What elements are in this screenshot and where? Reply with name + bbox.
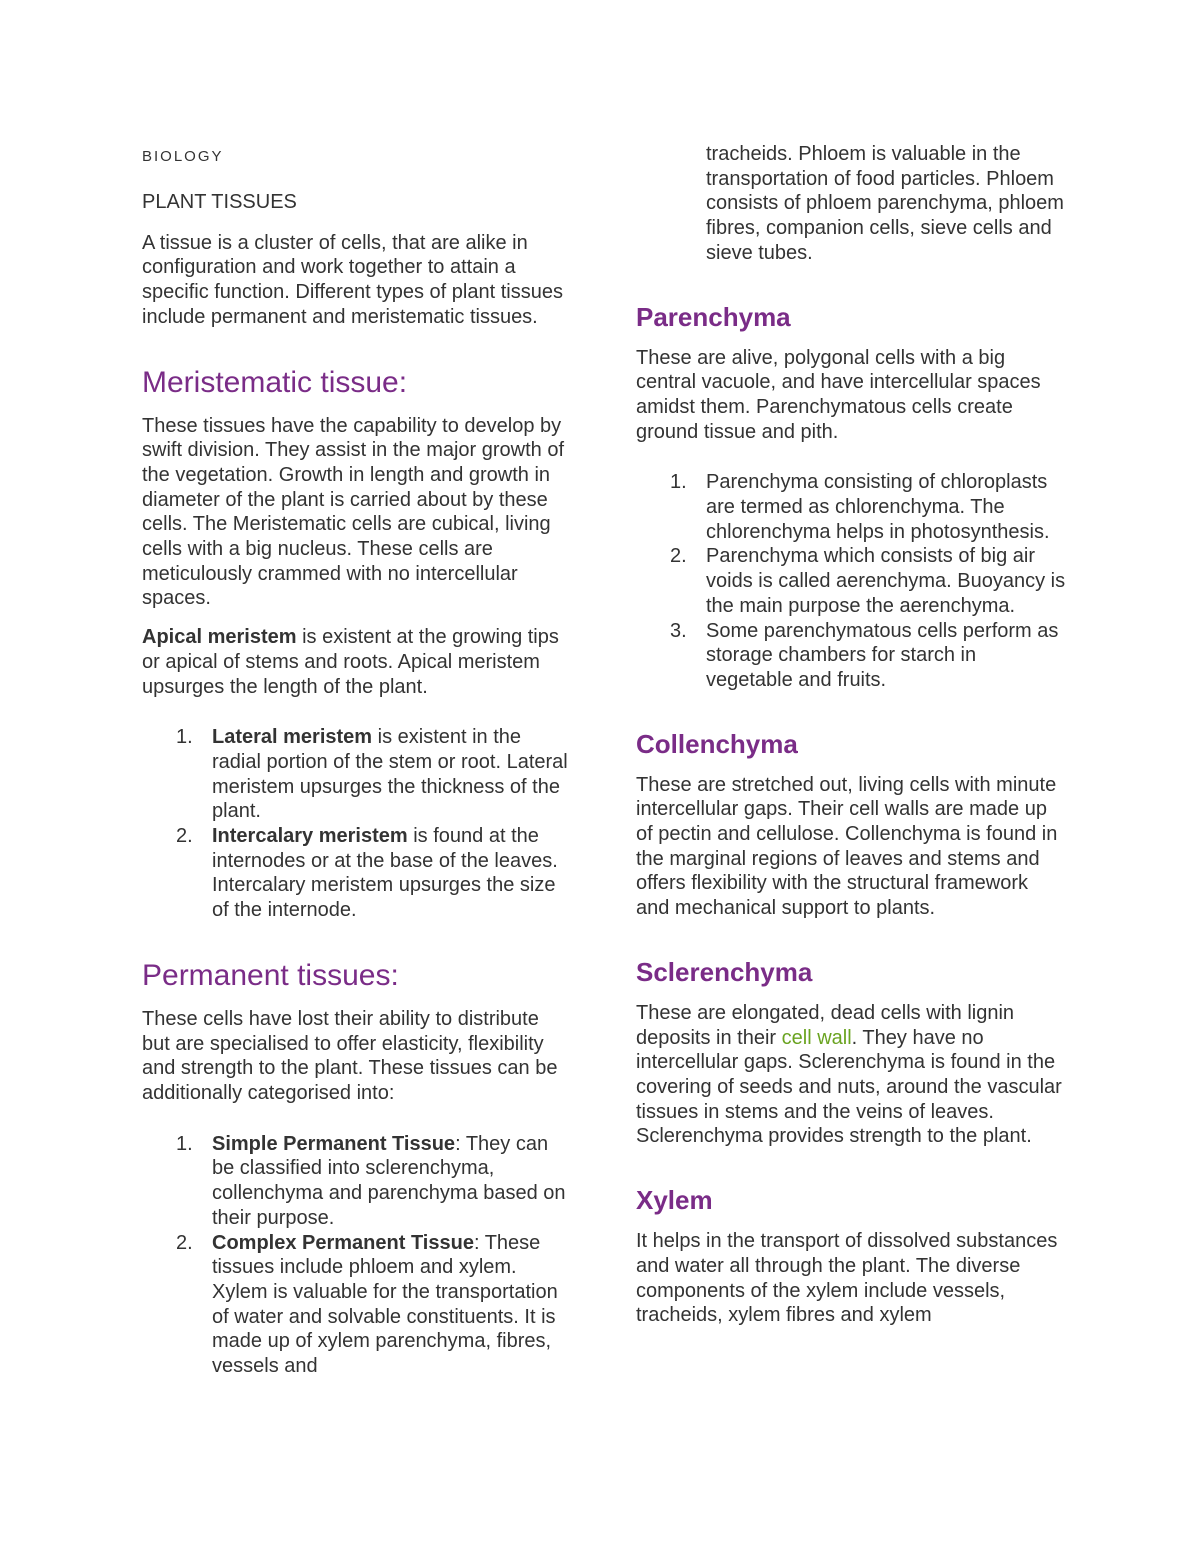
list-item <box>142 1132 572 1231</box>
list-item <box>636 619 1066 693</box>
apical-paragraph <box>142 625 572 699</box>
meristematic-heading: Meristematic tissue: <box>142 365 408 399</box>
permanent-list-continued <box>636 142 1066 266</box>
list-text: is found at the internodes or at the base of the leaves. Intercalary meristem upsurges the size of the internode. <box>212 825 558 922</box>
list-number: 3. <box>670 619 687 642</box>
list-text: Parenchyma consisting of chloroplasts are termed as chlorenchyma. The chlorenchyma helps in photosynthesis. <box>706 471 1050 543</box>
list-text: tracheids. Phloem is valuable in the transportation of food particles. Phloem consists of phloem parenchyma, phloem fibres, companion cells, sieve cells and sieve tubes. <box>706 143 1064 264</box>
sclerenchyma-heading: Sclerenchyma <box>636 956 813 987</box>
document-title: PLANT TISSUES <box>142 191 297 213</box>
permanent-paragraph: These cells have lost their ability to distribute but are specialised to offer elasticity, flexibility and strength to the plant. These tissues can be additionally categorised into: <box>142 1007 558 1104</box>
list-number: 1. <box>176 1132 193 1155</box>
parenchyma-heading: Parenchyma <box>636 301 791 332</box>
list-item <box>142 824 572 923</box>
list-term: Simple Permanent Tissue <box>212 1132 456 1155</box>
collenchyma-paragraph: These are stretched out, living cells with minute intercellular gaps. Their cell walls are made up of pectin and cellulose. Collenchyma is found in the marginal regions of leaves and stems and offers flexibility with the structural framework and mechanical support to plants. <box>636 773 1058 920</box>
sclerenchyma-text-end: . They have no intercellular gaps. Sclerenchyma is found in the covering of seeds and nuts, around the vascular tissues in stems and the veins of leaves. Sclerenchyma provides strength to the plant. <box>636 1026 1062 1148</box>
left-column <box>142 142 572 1379</box>
sclerenchyma-text-start: These are elongated, dead cells with lignin deposits in their <box>636 1001 1015 1049</box>
parenchyma-list <box>636 470 1066 692</box>
apical-term: Apical meristem <box>142 626 297 649</box>
sclerenchyma-paragraph <box>636 1001 1066 1149</box>
subject-label: BIOLOGY <box>142 148 224 165</box>
permanent-list <box>142 1132 572 1379</box>
list-number: 2. <box>670 545 687 568</box>
list-text: is existent in the radial portion of the stem or root. Lateral meristem upsurges the thickness of the plant. <box>212 726 568 823</box>
list-text: Parenchyma which consists of big air voids is called aerenchyma. Buoyancy is the main purpose the aerenchyma. <box>706 545 1066 617</box>
permanent-heading: Permanent tissues: <box>142 958 399 992</box>
meristematic-paragraph: These tissues have the capability to develop by swift division. They assist in the major growth of the vegetation. Growth in length and growth in diameter of the plant is carried about by these cells. The Meristematic cells are cubical, living cells with a big nucleus. These cells are meticulously crammed with no intercellular spaces. <box>142 414 565 610</box>
xylem-heading: Xylem <box>636 1185 713 1216</box>
apical-text: is existent at the growing tips or apical of stems and roots. Apical meristem upsurges the length of the plant. <box>142 626 559 698</box>
list-item <box>636 544 1066 618</box>
list-text: Some parenchymatous cells perform as storage chambers for starch in vegetable and fruits. <box>706 619 1059 691</box>
list-number: 2. <box>176 825 193 848</box>
list-number: 2. <box>176 1231 193 1254</box>
list-term: Complex Permanent Tissue <box>212 1231 474 1254</box>
list-term: Lateral meristem <box>212 726 373 749</box>
collenchyma-heading: Collenchyma <box>636 728 798 759</box>
list-number: 1. <box>670 471 687 494</box>
meristem-list <box>142 725 572 923</box>
list-text: : These tissues include phloem and xylem. Xylem is valuable for the transportation of water and solvable constituents. It is made up of xylem parenchyma, fibres, vessels and <box>212 1231 558 1378</box>
list-item <box>142 1231 572 1379</box>
list-term: Intercalary meristem <box>212 825 408 848</box>
right-column <box>636 142 1066 1328</box>
cell-wall-link[interactable]: cell wall <box>781 1026 852 1049</box>
intro-paragraph: A tissue is a cluster of cells, that are alike in configuration and work together to attain a specific function. Different types of plant tissues include permanent and meristematic tissues. <box>142 231 563 328</box>
list-text: : They can be classified into sclerenchyma, collenchyma and parenchyma based on their purpose. <box>212 1132 566 1229</box>
list-number: 1. <box>176 726 193 749</box>
parenchyma-paragraph: These are alive, polygonal cells with a big central vacuole, and have intercellular spaces amidst them. Parenchymatous cells create ground tissue and pith. <box>636 346 1041 443</box>
list-item-continued <box>636 142 1066 266</box>
list-item <box>636 470 1066 544</box>
list-item <box>142 725 572 824</box>
xylem-paragraph: It helps in the transport of dissolved substances and water all through the plant. The diverse components of the xylem include vessels, tracheids, xylem fibres and xylem <box>636 1230 1058 1327</box>
